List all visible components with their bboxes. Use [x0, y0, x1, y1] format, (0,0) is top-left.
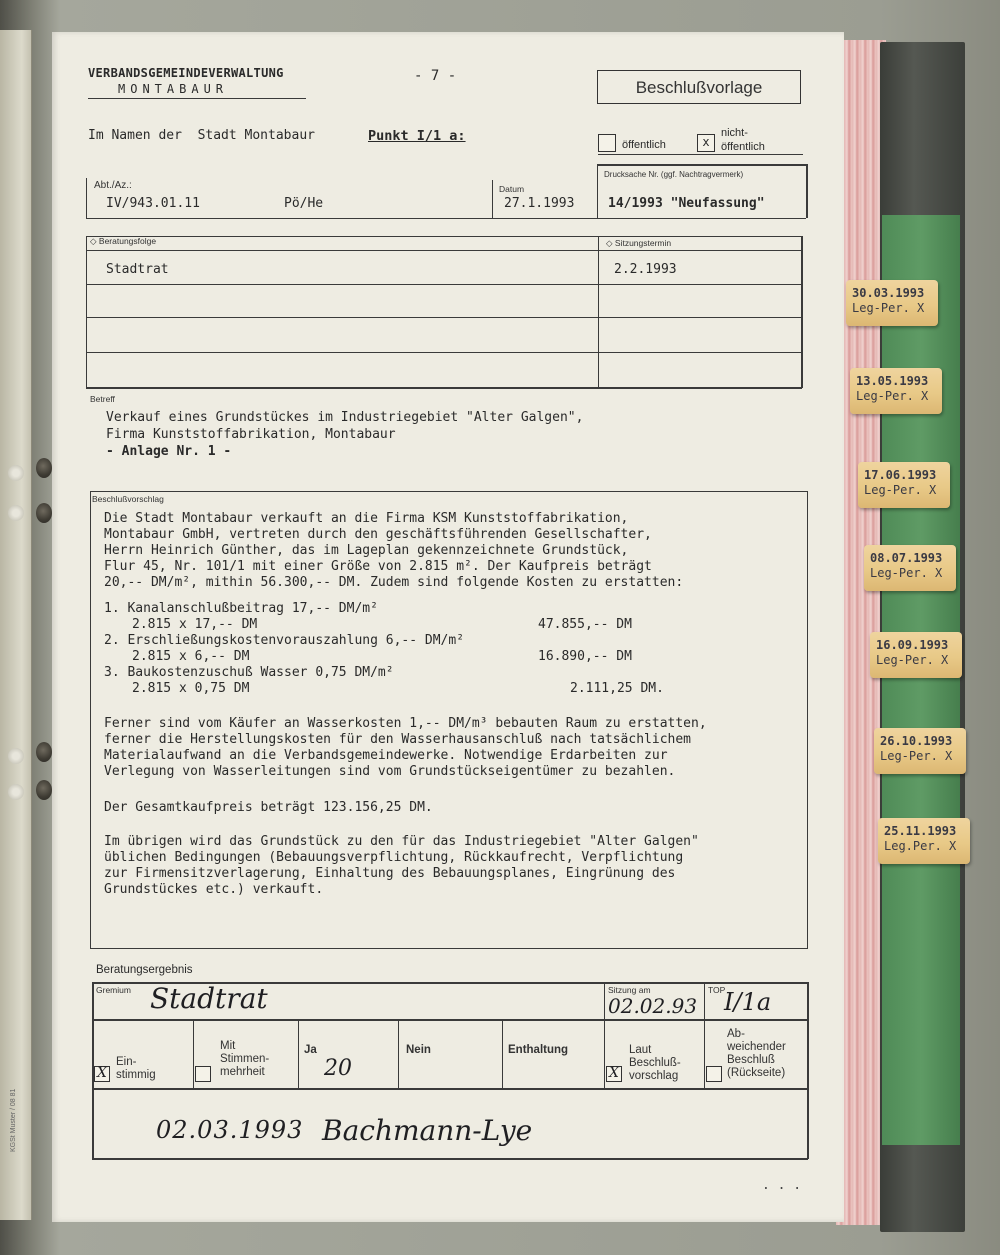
text-line: Der Gesamtkaufpreis beträgt 123.156,25 DM. — [104, 800, 433, 815]
tab-note: Leg-Per. X — [856, 389, 929, 403]
cost-title: 3. Baukostenzuschuß Wasser 0,75 DM/m² — [104, 665, 394, 680]
divider — [86, 178, 87, 218]
label-line: Ab- — [727, 1028, 745, 1040]
divider — [598, 236, 599, 388]
az-label: Abt./Az.: — [94, 180, 132, 191]
divider — [704, 982, 705, 1020]
label-line: Laut — [629, 1044, 652, 1056]
divider — [193, 1020, 194, 1088]
label-line: (Rückseite) — [727, 1067, 786, 1079]
binder-green-divider — [882, 215, 960, 1145]
sticky-tab[interactable] — [864, 545, 956, 591]
public-label: öffentlich — [622, 139, 666, 151]
stimmenmehrheit-label — [220, 1040, 269, 1079]
text-line: 20,-- DM/m², mithin 56.300,-- DM. Zudem sind folgende Kosten zu erstatten: — [104, 575, 684, 590]
sitzung-label: Sitzung am — [608, 985, 651, 995]
cost-title: 1. Kanalanschlußbeitrag 17,-- DM/m² — [104, 601, 378, 616]
divider — [604, 982, 605, 1020]
label-line: mehrheit — [220, 1066, 265, 1078]
punch-hole — [8, 505, 24, 521]
divider — [86, 387, 802, 389]
label-line: Beschluß- — [629, 1057, 681, 1069]
divider — [88, 98, 306, 99]
betreff-label: Betreff — [90, 394, 115, 404]
tab-note: Leg-Per. X — [852, 301, 925, 315]
nein-label: Nein — [406, 1044, 431, 1056]
beratungsergebnis-label: Beratungsergebnis — [96, 964, 193, 976]
einstimmig-label — [116, 1056, 156, 1082]
beratungsfolge-label — [90, 236, 156, 247]
binder-ring — [36, 503, 52, 523]
betreff-line: Firma Kunststoffabrikation, Montabaur — [106, 427, 396, 442]
name-line: Im Namen der Stadt Montabaur — [88, 128, 315, 143]
page-number: - 7 - — [414, 68, 457, 84]
tab-date: 26.10.1993 — [880, 734, 953, 748]
org-city: MONTABAUR — [118, 82, 229, 96]
ja-label: Ja — [304, 1044, 317, 1056]
label-line: Mit — [220, 1040, 236, 1052]
divider — [398, 1020, 399, 1088]
gremium-label: Gremium — [96, 985, 131, 995]
divider — [86, 317, 802, 318]
betreff-line: Verkauf eines Grundstückes im Industriegebiet "Alter Galgen", — [106, 410, 584, 425]
diamond-icon: ◇ — [606, 238, 615, 248]
footer-dots: . . . — [762, 1178, 802, 1193]
cost-title: 2. Erschließungskostenvorauszahlung 6,-- DM/m² — [104, 633, 465, 648]
divider — [597, 164, 598, 218]
tab-note: Leg-Per. X — [870, 566, 943, 580]
cost-amount: 47.855,-- DM — [538, 617, 632, 632]
text-line: Im übrigen wird das Grundstück zu den für das Industriegebiet "Alter Galgen" — [104, 834, 699, 849]
sticky-tab[interactable] — [878, 818, 970, 864]
sticky-tab[interactable] — [850, 368, 942, 414]
stimmenmehrheit-checkbox[interactable] — [195, 1066, 211, 1082]
tab-date: 16.09.1993 — [876, 638, 949, 652]
divider — [86, 284, 802, 285]
einstimmig-checkbox[interactable]: X — [94, 1066, 110, 1082]
datum-label: Datum — [499, 184, 525, 194]
nonpublic-label-line: öffentlich — [721, 141, 765, 153]
signature-handwritten: Bachmann-Lye — [322, 1114, 533, 1147]
punch-hole — [8, 748, 24, 764]
text-line: Grundstückes etc.) verkauft. — [104, 882, 324, 897]
drucksache-value: 14/1993 "Neufassung" — [608, 196, 765, 211]
text-line: zur Firmensitzverlagerung, Einhaltung des Bebauungsplanes, Eingrünung des — [104, 866, 676, 881]
cost-calc: 2.815 x 6,-- DM — [132, 649, 250, 664]
doc-type: Beschlußvorlage — [635, 78, 763, 97]
binder-ring — [36, 458, 52, 478]
punch-hole — [8, 465, 24, 481]
text-line: ferner die Herstellungskosten für den Wasserhausanschluß nach tatsächlichem — [104, 732, 691, 747]
text-line: Materialaufwand an die Verbandsgemeindewerke. Notwendige Erdarbeiten zur — [104, 748, 668, 763]
divider — [502, 1020, 503, 1088]
label-line: Ein- — [116, 1056, 137, 1068]
cost-amount: 2.111,25 DM. — [570, 681, 664, 696]
diamond-icon: ◇ — [90, 236, 99, 246]
tab-date: 25.11.1993 — [884, 824, 957, 838]
text-line: üblichen Bedingungen (Bebauungsverpflichtung, Rückkaufrecht, Verpflichtung — [104, 850, 684, 865]
text-line: Montabaur GmbH, vertreten durch den geschäftsführenden Gesellschafter, — [104, 527, 652, 542]
divider — [704, 1020, 705, 1088]
label-line: vorschlag — [629, 1070, 679, 1082]
divider — [598, 154, 803, 155]
text-line: Verlegung von Wasserleitungen sind vom Grundstückseigentümer zu bezahlen. — [104, 764, 676, 779]
text-line: Ferner sind vom Käufer an Wasserkosten 1,-- DM/m³ bebauten Raum zu erstatten, — [104, 716, 707, 731]
laut-label — [629, 1044, 681, 1083]
datum-value: 27.1.1993 — [504, 196, 575, 211]
tab-date: 30.03.1993 — [852, 286, 925, 300]
gremium-handwritten: Stadtrat — [150, 982, 268, 1015]
ja-handwritten: 20 — [324, 1056, 352, 1081]
divider — [86, 352, 802, 353]
enthaltung-label: Enthaltung — [508, 1044, 569, 1056]
beschlussvorschlag-label: Beschlußvorschlag — [92, 494, 164, 504]
divider — [807, 982, 809, 1159]
divider — [597, 164, 807, 166]
sitzung-handwritten: 02.02.93 — [608, 994, 698, 1018]
tab-date: 17.06.1993 — [864, 468, 937, 482]
label-line: weichender — [727, 1041, 786, 1053]
divider — [806, 164, 808, 218]
divider — [604, 1020, 605, 1088]
tab-note: Leg-Per. X — [880, 749, 953, 763]
previous-page-edge — [0, 30, 32, 1220]
punch-hole — [8, 784, 24, 800]
divider — [92, 1019, 808, 1021]
sticky-tab[interactable] — [846, 280, 938, 326]
text-line: Herrn Heinrich Günther, das im Lageplan gekennzeichnete Grundstück, — [104, 543, 629, 558]
abweichend-checkbox[interactable] — [706, 1066, 722, 1082]
agenda-item: Punkt I/1 a: — [368, 128, 466, 144]
nonpublic-checkbox[interactable]: x — [697, 134, 715, 152]
nonpublic-label — [721, 126, 765, 154]
laut-checkbox[interactable]: X — [606, 1066, 622, 1082]
label-line: Stimmen- — [220, 1053, 270, 1065]
sitzungstermin-label — [606, 238, 671, 249]
cost-amount: 16.890,-- DM — [538, 649, 632, 664]
divider — [92, 1088, 808, 1090]
divider — [492, 180, 493, 218]
divider — [801, 236, 803, 388]
binder-ring — [36, 780, 52, 800]
divider — [92, 1158, 808, 1160]
top-label: TOP — [708, 985, 726, 995]
divider — [86, 236, 87, 388]
drucksache-label: Drucksache Nr. (ggf. Nachtragvermerk) — [604, 170, 744, 179]
divider — [298, 1020, 299, 1088]
tab-note: Leg-Per. X — [876, 653, 949, 667]
betreff-line: - Anlage Nr. 1 - — [106, 444, 232, 459]
sticky-tab[interactable] — [858, 462, 950, 508]
binder-ring — [36, 742, 52, 762]
document-page — [10, 32, 844, 1222]
tab-note: Leg.Per. X — [884, 839, 957, 853]
form-number: KGSt Muster / 08 81 — [10, 1088, 17, 1152]
public-checkbox[interactable] — [598, 134, 616, 152]
doc-type-box — [597, 70, 801, 104]
beratungsfolge-termin: 2.2.1993 — [614, 262, 677, 277]
az-sign: Pö/He — [284, 196, 324, 211]
label-line: stimmig — [116, 1069, 156, 1081]
text-line: Die Stadt Montabaur verkauft an die Firma KSM Kunststoffabrikation, — [104, 511, 629, 526]
divider — [86, 218, 806, 219]
beratungsfolge-gremium: Stadtrat — [106, 262, 169, 277]
sticky-tab[interactable] — [874, 728, 966, 774]
org-name: VERBANDSGEMEINDEVERWALTUNG — [88, 66, 284, 80]
divider — [86, 236, 802, 237]
cost-calc: 2.815 x 0,75 DM — [132, 681, 250, 696]
sticky-tab[interactable] — [870, 632, 962, 678]
sitzungstermin-label-text: Sitzungstermin — [614, 238, 672, 248]
nonpublic-label-line: nicht- — [721, 127, 748, 139]
cost-calc: 2.815 x 17,-- DM — [132, 617, 258, 632]
label-line: Beschluß — [727, 1054, 775, 1066]
text-line: Flur 45, Nr. 101/1 mit einer Größe von 2.815 m². Der Kaufpreis beträgt — [104, 559, 652, 574]
tab-date: 08.07.1993 — [870, 551, 943, 565]
abweichend-label — [727, 1028, 786, 1080]
top-handwritten: I/1a — [724, 988, 772, 1016]
az-value: IV/943.01.11 — [106, 196, 200, 211]
beratungsfolge-label-text: Beratungsfolge — [98, 236, 157, 246]
divider — [86, 250, 802, 251]
note-date-handwritten: 02.03.1993 — [156, 1116, 304, 1144]
tab-note: Leg-Per. X — [864, 483, 937, 497]
tab-date: 13.05.1993 — [856, 374, 929, 388]
